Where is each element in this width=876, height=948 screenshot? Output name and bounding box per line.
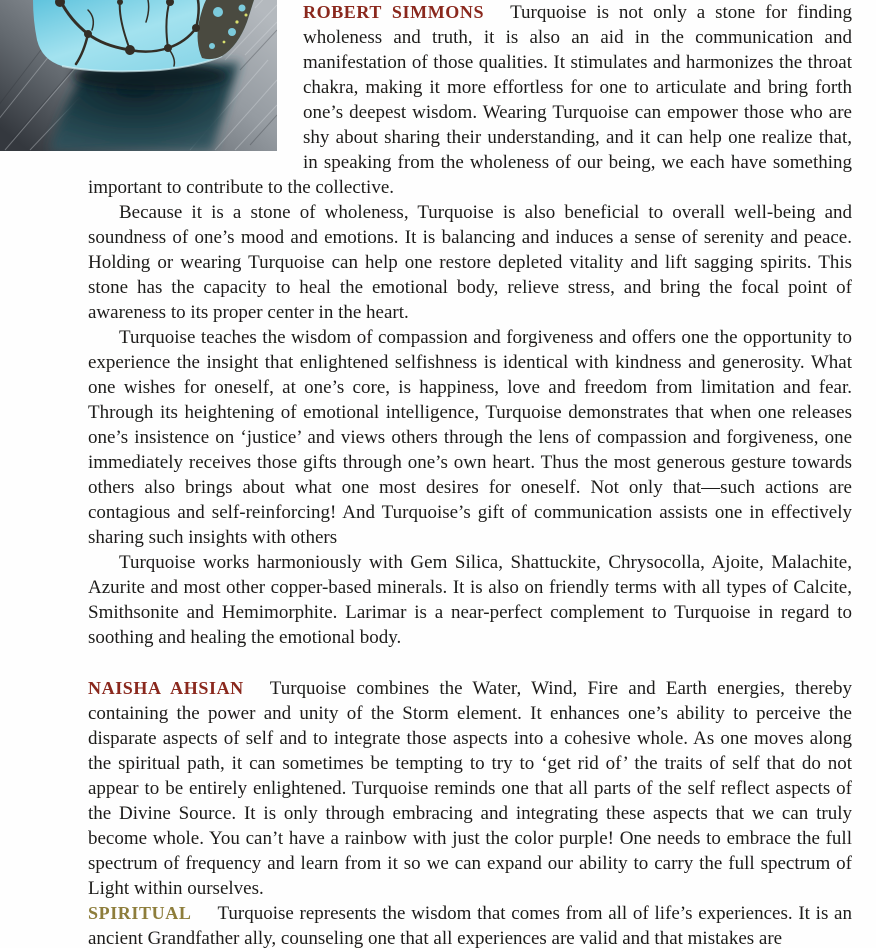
simmons-lead-text: Turquoise is not only a stone for finding wholeness and truth, it is also an aid in the communication and manifestation of those qualities. It stimulates and harmonizes the throat chakra, making it more effortless for one to articulate and bring forth one’s deepest wisdom. Wearing Turquoise can empower those who are shy about sharing their understanding, and it can help one realize that, in speaking from the wholeness of our being, we each have something important to contribute to the collective. <box>88 2 852 198</box>
spiritual-lead-text: Turquoise represents the wisdom that comes from all of life’s experiences. It is an ancient Grandfather ally, counseling one that all experiences are valid and that mistakes are <box>88 903 852 948</box>
ahsian-lead-paragraph <box>88 676 852 901</box>
section-heading-robert-simmons: ROBERT SIMMONS <box>303 2 485 22</box>
section-heading-naisha-ahsian: NAISHA AHSIAN <box>88 678 244 698</box>
simmons-paragraph-combinations: Turquoise works harmoniously with Gem Silica, Shattuckite, Chrysocolla, Ajoite, Malachite, Azurite and most other copper-based minerals. It is also on friendly terms with all types of Calcite, Smithsonite and Hemimorphite. Larimar is a near-perfect complement to Turquoise in regard to soothing and healing the emotional body. <box>88 552 852 648</box>
simmons-paragraph-compassion: Turquoise teaches the wisdom of compassion and forgiveness and offers one the opportunity to experience the insight that enlightened selfishness is identical with kindness and generosity. What one wishes for oneself, at one’s core, is happiness, love and freedom from limitation and fear. Through its heightening of emotional intelligence, Turquoise demonstrates that when one releases one’s insistence on ‘justice’ and views others through the lens of compassion and forgiveness, one immediately receives those gifts through one’s own heart. Thus the most generous gesture towards others also brings about what one most desires for oneself. Not only that—such actions are contagious and self-reinforcing! And Turquoise’s gift of communication assists one in effectively sharing such insights with others <box>88 327 852 548</box>
turquoise-stone-photo <box>0 0 277 151</box>
spiritual-paragraph <box>88 901 852 948</box>
ahsian-lead-text: Turquoise combines the Water, Wind, Fire and Earth energies, thereby containing the power and unity of the Storm element. It enhances one’s ability to perceive the disparate aspects of self and to integrate those aspects into a cohesive whole. As one moves along the spiritual path, it can sometimes be tempting to try to ‘get rid of’ the traits of self that do not appear to be entirely enlightened. Turquoise reminds one that all parts of the self reflect aspects of the Divine Source. It is only through embracing and integrating these aspects that we can truly become whole. You can’t have a rainbow with just the color purple! One needs to embrace the full spectrum of frequency and learn from it so we can expand our ability to carry the full spectrum of Light within ourselves. <box>88 678 853 899</box>
section-heading-spiritual: SPIRITUAL <box>88 903 192 923</box>
simmons-paragraph-wholeness: Because it is a stone of wholeness, Turquoise is also beneficial to overall well-being and soundness of one’s mood and emotions. It is balancing and induces a sense of serenity and peace. Holding or wearing Turquoise can help one restore depleted vitality and lift sagging spirits. This stone has the capacity to heal the emotional body, relieve stress, and bring the focal point of awareness to its proper center in the heart. <box>88 202 852 323</box>
turquoise-stone-image <box>0 0 277 151</box>
